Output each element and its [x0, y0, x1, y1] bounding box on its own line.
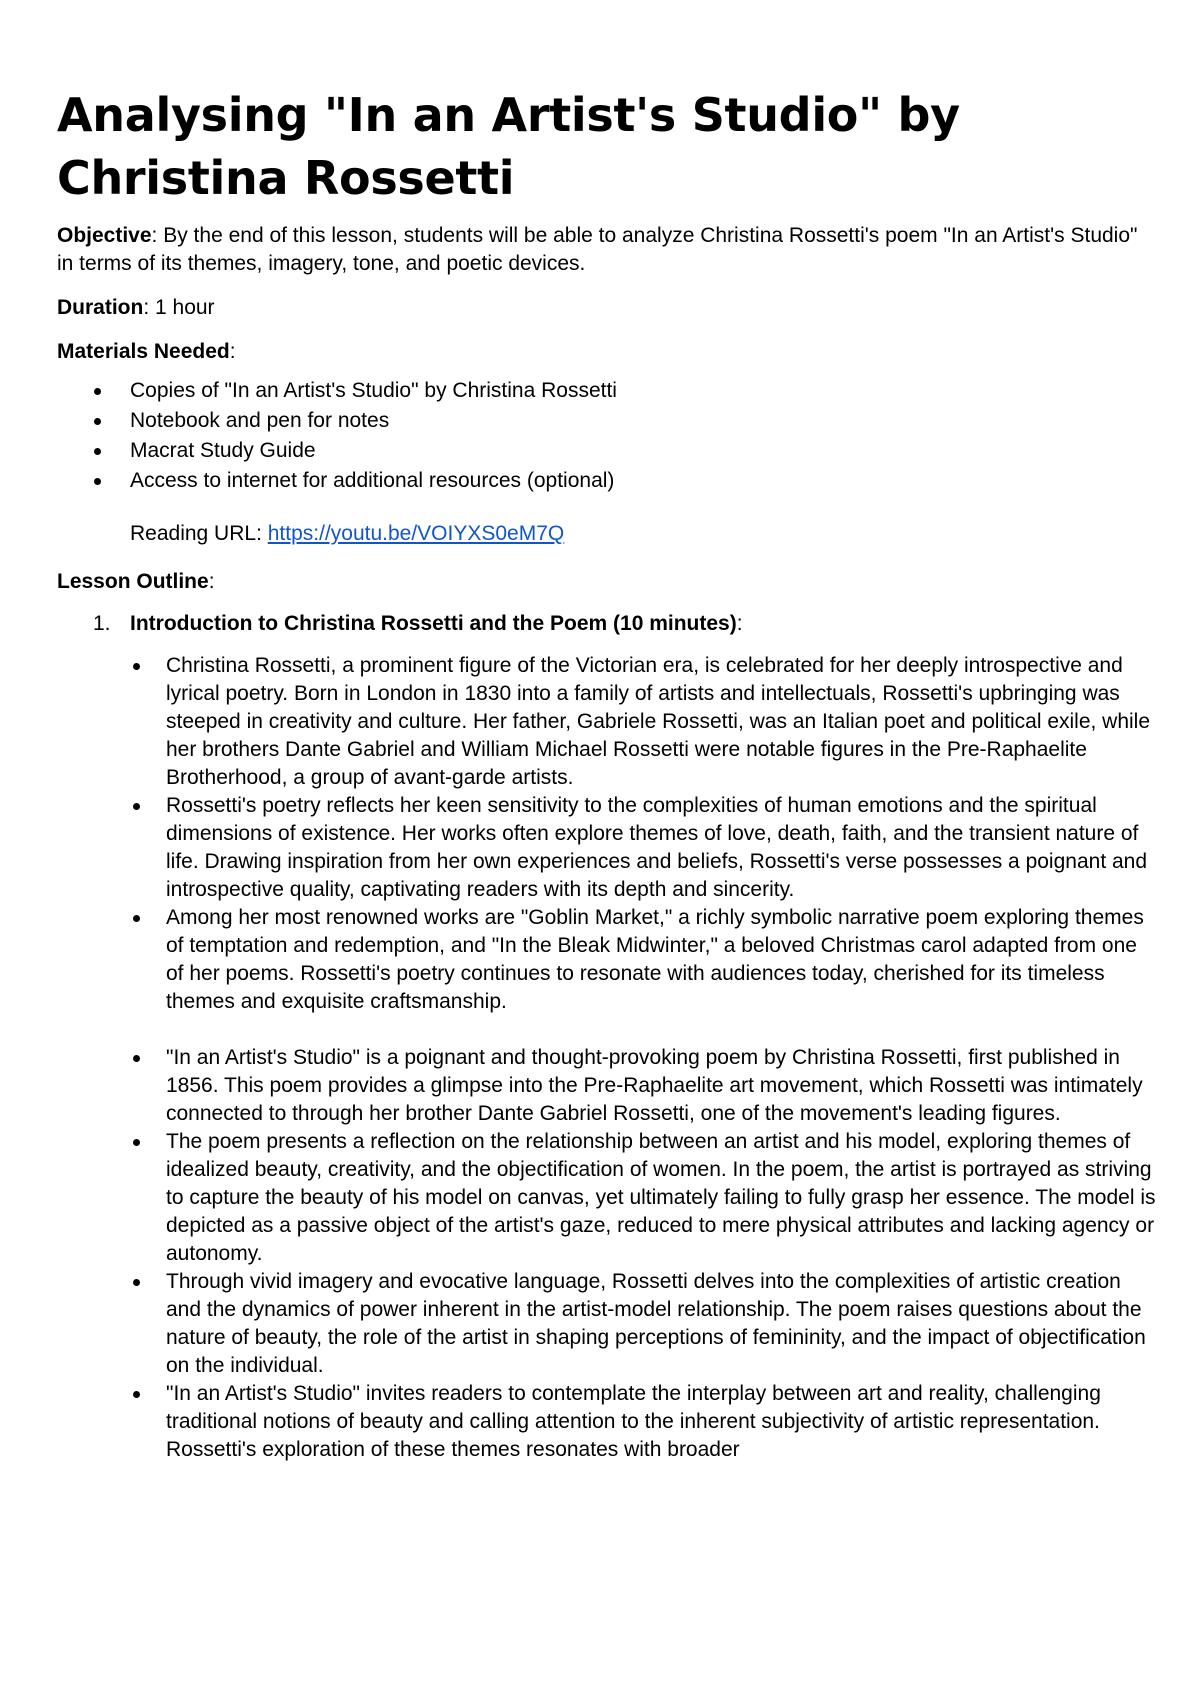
reading-url-label: Reading URL:	[130, 522, 268, 545]
outline-item-1-bullets	[57, 652, 1157, 1464]
reading-url-link[interactable]: https://youtu.be/VOIYXS0eM7Q	[267, 522, 565, 545]
reading-url-line	[130, 520, 1157, 548]
materials-label: Materials Needed	[57, 340, 230, 363]
outline-item-number: 1.	[93, 612, 111, 635]
list-item: "In an Artist's Studio" is a poignant and thought-provoking poem by Christina Rossetti, first published in 1856. This poem provides a glimpse into the Pre-Raphaelite art movement, which Rossetti was intimately connected to through her brother Dante Gabriel Rossetti, one of the movement's leading figures.	[166, 1044, 1157, 1128]
materials-list	[57, 376, 1157, 496]
list-item: Through vivid imagery and evocative language, Rossetti delves into the complexities of artistic creation and the dynamics of power inherent in the artist-model relationship. The poem raises questions about the nature of beauty, the role of the artist in shaping perceptions of femininity, and the impact of objectification on the individual.	[166, 1268, 1157, 1380]
duration-paragraph	[57, 294, 1157, 322]
lesson-outline-label: Lesson Outline	[57, 570, 209, 593]
duration-label: Duration	[57, 296, 144, 319]
list-item: Among her most renowned works are "Goblin Market," a richly symbolic narrative poem exploring themes of temptation and redemption, and "In the Bleak Midwinter," a beloved Christmas carol adapted from one of her poems. Rossetti's poetry continues to resonate with audiences today, cherished for its timeless themes and exquisite craftsmanship.	[166, 904, 1157, 1016]
outline-item-1: 1. Introduction to Christina Rossetti and the Poem (10 minutes):	[57, 610, 1157, 638]
list-item: Rossetti's poetry reflects her keen sensitivity to the complexities of human emotions and the spiritual dimensions of existence. Her works often explore themes of love, death, faith, and the transient nature of life. Drawing inspiration from her own experiences and beliefs, Rossetti's verse possesses a poignant and introspective quality, captivating readers with its depth and sincerity.	[166, 792, 1157, 904]
materials-heading: Materials Needed:	[57, 340, 236, 363]
objective-label: Objective	[57, 224, 152, 247]
page-title: Analysing "In an Artist's Studio" by Christina Rossetti	[57, 88, 960, 205]
objective-paragraph	[57, 222, 1157, 278]
list-item: The poem presents a reflection on the relationship between an artist and his model, exploring themes of idealized beauty, creativity, and the objectification of women. In the poem, the artist is portrayed as striving to capture the beauty of his model on canvas, yet ultimately failing to fully grasp her essence. The model is depicted as a passive object of the artist's gaze, reduced to mere physical attributes and lacking agency or autonomy.	[166, 1128, 1157, 1268]
list-item: Macrat Study Guide	[130, 436, 1157, 466]
duration-text: : 1 hour	[143, 296, 215, 319]
list-item: Copies of "In an Artist's Studio" by Christina Rossetti	[130, 376, 1157, 406]
document-page	[57, 84, 1157, 1464]
outline-item-heading: Introduction to Christina Rossetti and the Poem (10 minutes)	[130, 612, 737, 635]
objective-text: : By the end of this lesson, students will be able to analyze Christina Rossetti's poem "In an Artist's Studio" in terms of its themes, imagery, tone, and poetic devices.	[57, 224, 1138, 275]
lesson-outline-heading: Lesson Outline:	[57, 570, 215, 593]
list-item: Christina Rossetti, a prominent figure of the Victorian era, is celebrated for her deeply introspective and lyrical poetry. Born in London in 1830 into a family of artists and intellectuals, Rossetti's upbringing was steeped in creativity and culture. Her father, Gabriele Rossetti, was an Italian poet and political exile, while her brothers Dante Gabriel and William Michael Rossetti were notable figures in the Pre-Raphaelite Brotherhood, a group of avant-garde artists.	[166, 652, 1157, 792]
list-item: Notebook and pen for notes	[130, 406, 1157, 436]
list-item: Access to internet for additional resources (optional)	[130, 466, 1157, 496]
list-item: "In an Artist's Studio" invites readers to contemplate the interplay between art and reality, challenging traditional notions of beauty and calling attention to the inherent subjectivity of artistic representation. Rossetti's exploration of these themes resonates with broader	[166, 1380, 1157, 1464]
